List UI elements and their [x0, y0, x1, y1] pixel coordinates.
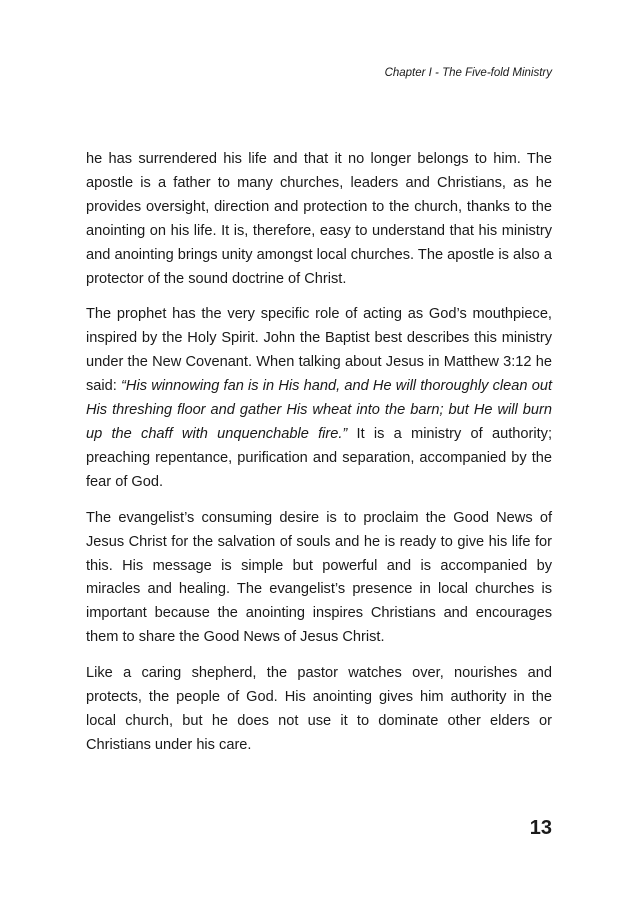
page-body [86, 148, 552, 758]
running-header: Chapter I - The Five-fold Ministry [384, 67, 552, 79]
paragraph-prophet-conclusion: It is a ministry of authority; preaching repentance, purification and separation, accompanied by the fear of God. [86, 425, 552, 490]
page-number: 13 [529, 817, 552, 839]
paragraph-prophet-intro: The prophet has the very specific role of acting as God’s mouthpiece, inspired by the Holy Spirit. John the Baptist best describes this ministry under the New Covenant. When talking about Jesus in Matthew 3:12 he said: [86, 306, 552, 395]
scripture-quote: “His winnowing fan is in His hand, and He will thoroughly clean out His threshing floor and gather His wheat into the barn; but He will burn up the chaff with unquenchable fire.” [86, 378, 552, 442]
paragraph-pastor: Like a caring shepherd, the pastor watches over, nourishes and protects, the people of God. His anointing gives him authority in the local church, but he does not use it to dominate other elders or Christians under his care. [86, 665, 552, 753]
paragraph-apostle: he has surrendered his life and that it no longer belongs to him. The apostle is a father to many churches, leaders and Christians, as he provides oversight, direction and protection to the church, thanks to the anointing on his life. It is, therefore, easy to understand that his ministry and anointing brings unity amongst local churches. The apostle is also a protector of the sound doctrine of Christ. [86, 151, 552, 287]
paragraph-prophet [86, 303, 552, 494]
paragraph-evangelist: The evangelist’s consuming desire is to proclaim the Good News of Jesus Christ for the salvation of souls and he is ready to give his life for this. His message is simple but powerful and is accompanied by miracles and healing. The evangelist’s presence in local churches is important because the anointing inspires Christians and encourages them to share the Good News of Jesus Christ. [86, 509, 552, 646]
